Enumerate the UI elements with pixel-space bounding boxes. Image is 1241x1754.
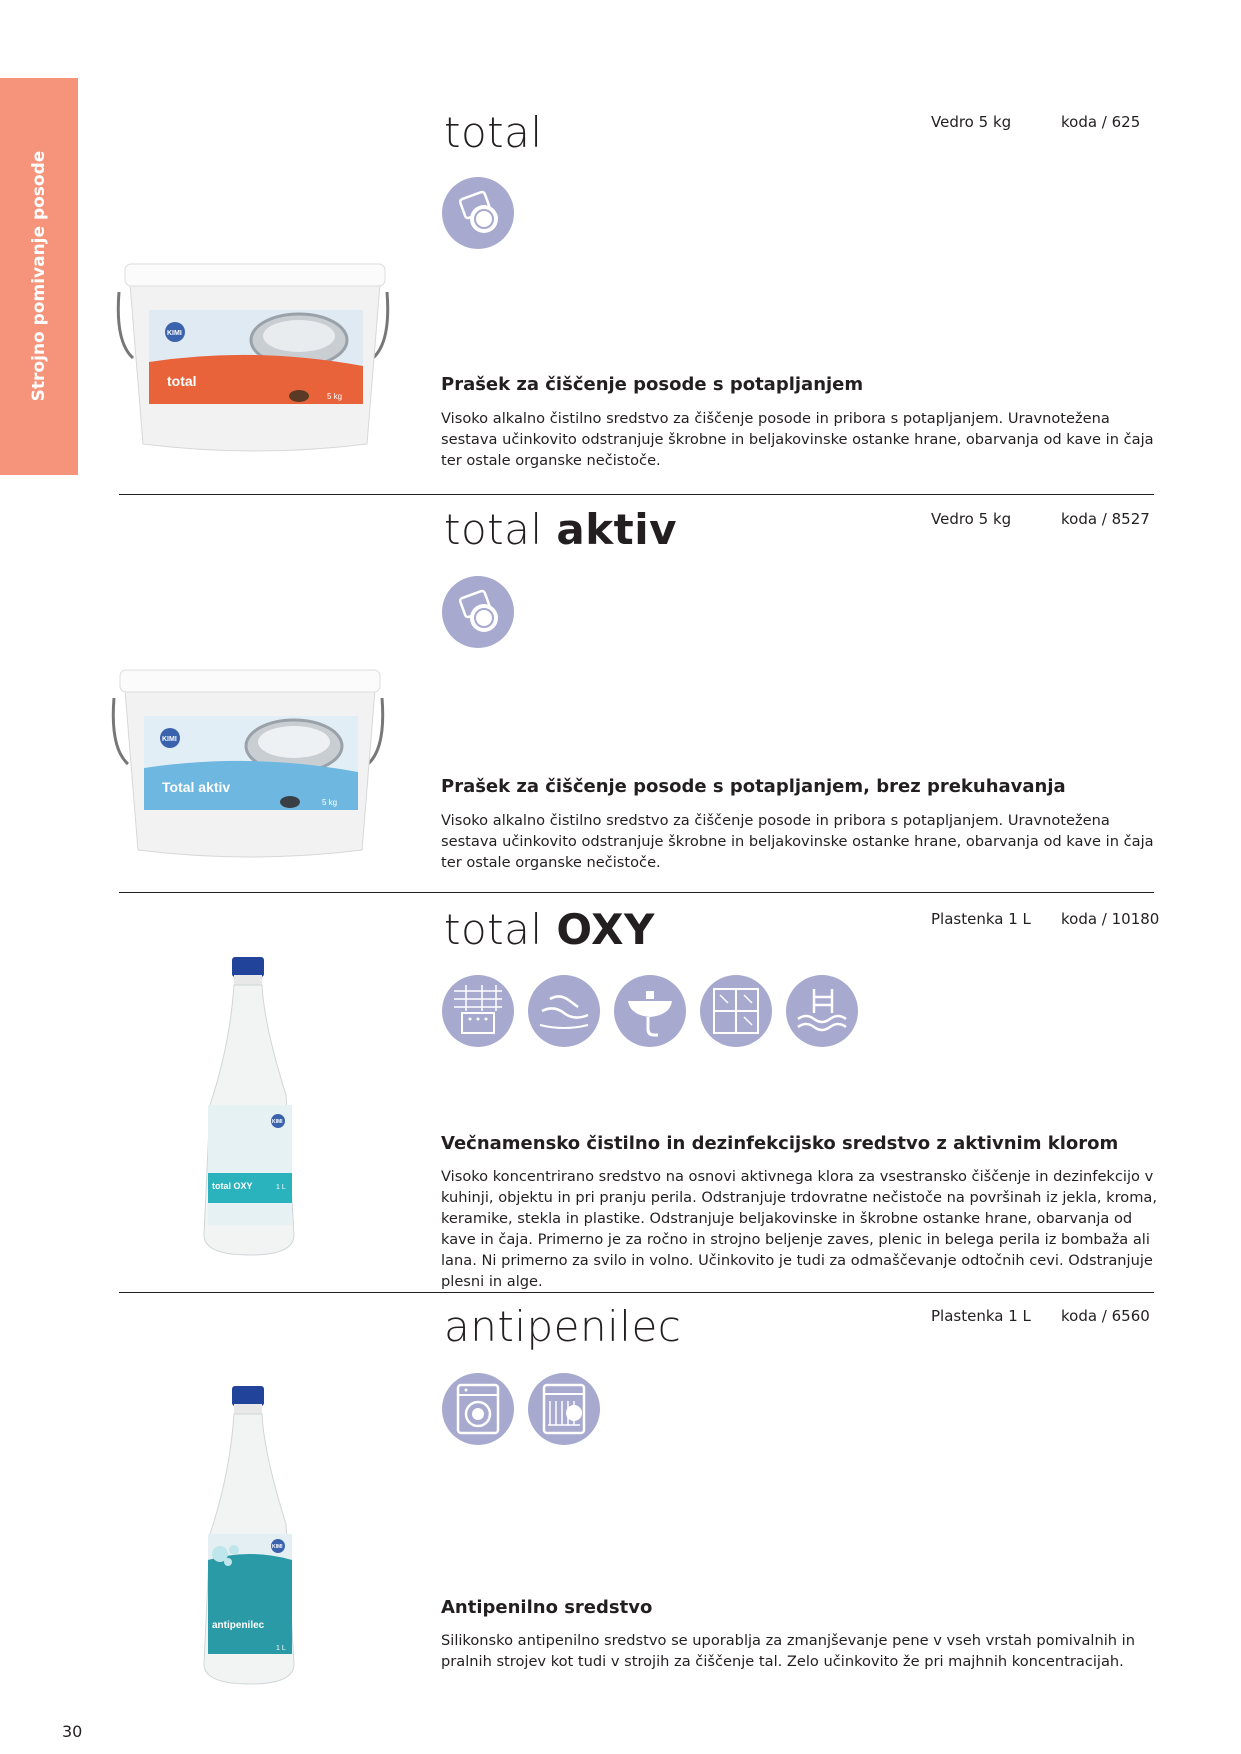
dishes-icon	[442, 177, 514, 249]
label-qty: 1 L	[276, 1645, 286, 1652]
label-qty: 5 kg	[327, 392, 343, 401]
product-title-light: total	[444, 505, 543, 554]
product-subtitle: Antipenilno sredstvo	[441, 1597, 653, 1618]
section-divider	[119, 494, 1154, 495]
label-qty: 1 L	[276, 1184, 286, 1191]
product-title-bold: aktiv	[556, 505, 678, 554]
washing-machine-icon	[442, 1373, 514, 1445]
product-image-bottle	[190, 1384, 310, 1704]
product-title	[444, 505, 677, 554]
kitchen-icon	[442, 975, 514, 1047]
section-divider	[119, 1292, 1154, 1293]
product-image-bottle	[190, 955, 310, 1275]
product-title-light: antipenilec	[444, 1302, 682, 1351]
usage-icons	[442, 975, 858, 1047]
glass-window-icon	[700, 975, 772, 1047]
product-description: Visoko alkalno čistilno sredstvo za čiščenje posode in pribora s potapljanjem. Uravnotežena sestava učinkovito odstranjuje škrobne in beljakovinske ostanke hrane, obarvanja od kave in čaja ter ostale organske nečistoče.	[441, 410, 1154, 469]
product-package: Vedro 5 kg	[931, 510, 1012, 528]
label-name: total	[167, 373, 197, 389]
product-title	[444, 108, 543, 157]
product-package: Vedro 5 kg	[931, 113, 1012, 131]
label-name: Total aktiv	[162, 779, 231, 795]
label-brand: KIMI	[162, 736, 177, 743]
section-divider	[119, 892, 1154, 893]
product-code: koda / 8527	[1061, 510, 1150, 528]
product-package: Plastenka 1 L	[931, 1307, 1031, 1325]
product-title	[444, 905, 655, 954]
product-image-bucket	[115, 262, 395, 462]
label-brand: KIMI	[167, 330, 182, 337]
label-name: total OXY	[212, 1181, 253, 1191]
product-description: Visoko koncentrirano sredstvo na osnovi aktivnega klora za vsestransko čiščenje in dezinfekcijo v kuhinji, objektu in pri pranju perila. Odstranjuje trdovratne nečistoče na površinah iz jekla, kroma, keramike, stekla in plastike. Odstranjuje beljakovinske in škrobne ostanke hrane, obarvanja od kave in čaja. Primerno je za ročno in strojno beljenje zaves, plenic in belega perila iz bombaža ali lana. Ni primerno za svilo in volno. Učinkovito je tudi za odmaščevanje odtočnih cevi. Odstranjuje plesni in alge.	[441, 1168, 1157, 1290]
product-code: koda / 625	[1061, 113, 1141, 131]
product-subtitle: Večnamensko čistilno in dezinfekcijsko sredstvo z aktivnim klorom	[441, 1133, 1119, 1154]
product-code: koda / 6560	[1061, 1307, 1150, 1325]
usage-icons	[442, 576, 514, 648]
product-title	[444, 1302, 681, 1351]
product-image-bucket	[110, 668, 390, 868]
product-code: koda / 10180	[1061, 910, 1160, 928]
usage-icons	[442, 1373, 600, 1445]
product-description: Silikonsko antipenilno sredstvo se uporablja za zmanjševanje pene v vseh vrstah pomivalnih in pralnih strojev kot tudi v strojih za čiščenje tal. Zelo učinkovito že pri majhnih koncentracijah.	[441, 1632, 1135, 1670]
dishes-icon	[442, 576, 514, 648]
product-title-bold: OXY	[556, 905, 655, 954]
product-description: Visoko alkalno čistilno sredstvo za čiščenje posode in pribora s potapljanjem. Uravnotežena sestava učinkovito odstranjuje škrobne in beljakovinske ostanke hrane, obarvanja od kave in čaja ter ostale organske nečistoče.	[441, 812, 1154, 871]
pool-icon	[786, 975, 858, 1047]
section-tab	[0, 78, 78, 475]
product-subtitle: Prašek za čiščenje posode s potapljanjem, brez prekuhavanja	[441, 776, 1066, 797]
product-package: Plastenka 1 L	[931, 910, 1031, 928]
usage-icons	[442, 177, 514, 249]
label-brand: KIMI	[272, 1119, 283, 1125]
page-number: 30	[62, 1722, 83, 1741]
section-tab-label: Strojno pomivanje posode	[29, 150, 49, 402]
label-name: antipenilec	[212, 1620, 265, 1631]
product-title-light: total	[444, 108, 543, 157]
sink-icon	[614, 975, 686, 1047]
product-title-light: total	[444, 905, 543, 954]
product-subtitle: Prašek za čiščenje posode s potapljanjem	[441, 374, 864, 395]
label-brand: KIMI	[272, 1544, 283, 1550]
dishwasher-icon	[528, 1373, 600, 1445]
hand-washing-icon	[528, 975, 600, 1047]
label-qty: 5 kg	[322, 798, 338, 807]
